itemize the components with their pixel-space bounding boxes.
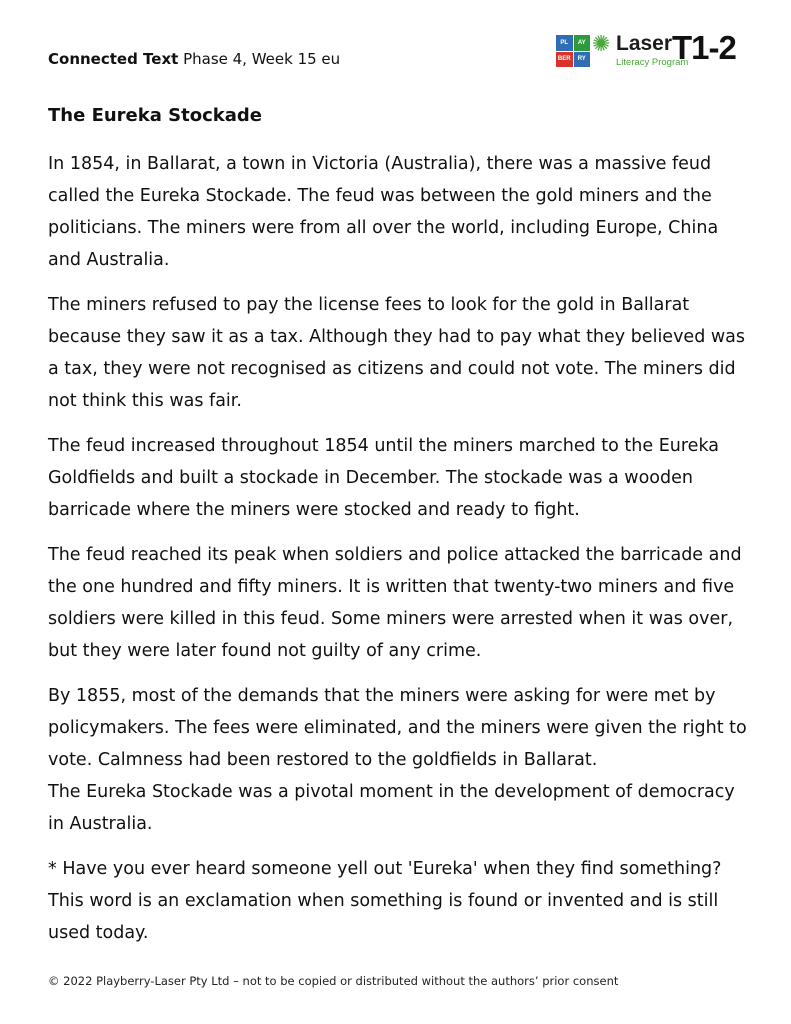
header-label: Connected Text	[48, 50, 179, 68]
logo-cell: RY	[574, 52, 591, 68]
header-phase-week: Phase 4, Week 15 eu	[178, 50, 341, 68]
paragraph: * Have you ever heard someone yell out 'Eureka' when they find something? This word is an exclamation when something is found or invented and is still used today.	[48, 859, 722, 943]
page-title: The Eureka Stockade	[48, 105, 262, 126]
story-body	[48, 148, 748, 962]
laser-literacy-logo	[556, 29, 746, 72]
logo-cell: PL	[556, 35, 573, 51]
paragraph: The miners refused to pay the license fees to look for the gold in Ballarat because they saw it as a tax. Although they had to pay what they believed was a tax, they were not recognised as citizens and could not vote. The miners did not think this was fair.	[48, 295, 746, 411]
playberry-grid-icon	[556, 35, 590, 67]
worksheet-header	[48, 50, 340, 68]
logo-level: T1-2	[672, 29, 736, 66]
copyright-footer: © 2022 Playberry-Laser Pty Ltd – not to be copied or distributed without the authors’ prior consent	[48, 974, 619, 988]
logo-subtitle: Literacy Program	[616, 57, 689, 68]
paragraph: By 1855, most of the demands that the miners were asking for were met by policymakers. The fees were eliminated, and the miners were given the right to vote. Calmness had been restored to the goldfields in Ballarat. The Eureka Stockade was a pivotal moment in the development of democracy in Australia.	[48, 686, 747, 834]
logo-cell: BER	[556, 52, 573, 68]
paragraph: In 1854, in Ballarat, a town in Victoria (Australia), there was a massive feud called the Eureka Stockade. The feud was between the gold miners and the politicians. The miners were from all over the world, including Europe, China and Australia.	[48, 154, 719, 270]
paragraph: The feud increased throughout 1854 until the miners marched to the Eureka Goldfields and built a stockade in December. The stockade was a wooden barricade where the miners were stocked and ready to fight.	[48, 436, 719, 520]
starburst-icon: ✺	[592, 32, 611, 57]
logo-cell: AY	[574, 35, 591, 51]
logo-brand: Laser	[616, 32, 673, 55]
paragraph: The feud reached its peak when soldiers and police attacked the barricade and the one hundred and fifty miners. It is written that twenty-two miners and five soldiers were killed in this feud. Some miners were arrested when it was over, but they were later found not guilty of any crime.	[48, 545, 742, 661]
